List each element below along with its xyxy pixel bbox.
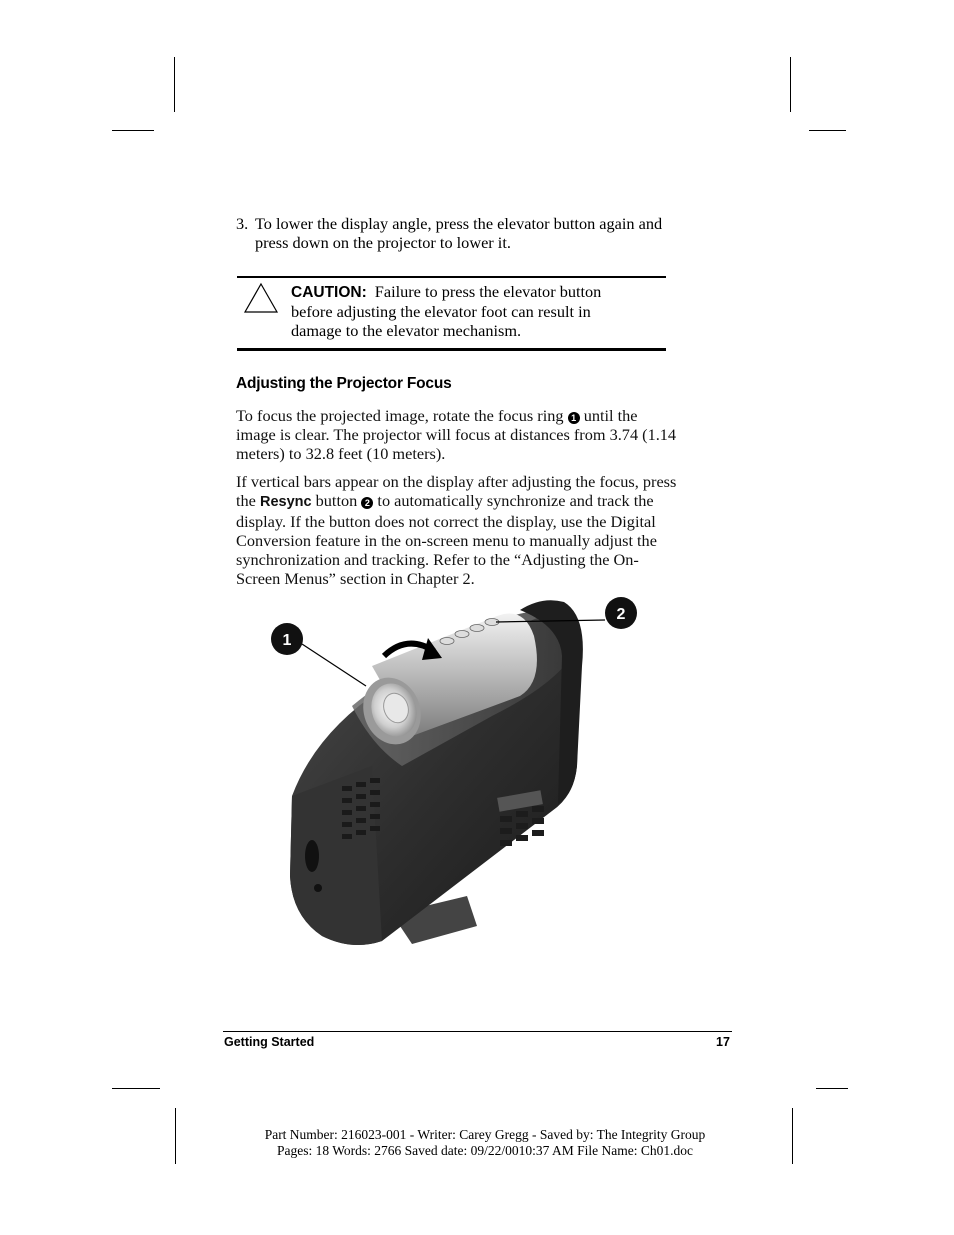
step-3-text [255, 214, 662, 252]
para-text: to automatically synchronize and track the [377, 491, 654, 510]
para-text: until the [583, 406, 638, 425]
resync-paragraph [236, 472, 711, 588]
document-meta [230, 1127, 740, 1159]
footer-section-name: Getting Started [224, 1035, 315, 1049]
para-text: synchronization and tracking. Refer to the “Adjusting the On- [236, 550, 639, 569]
focus-paragraph [236, 406, 711, 463]
para-text: Screen Menus” section in Chapter 2. [236, 569, 475, 588]
resync-label: Resync [259, 494, 312, 510]
crop-mark [809, 130, 846, 131]
caution-line: Failure to press the elevator button [374, 282, 602, 301]
para-text: To focus the projected image, rotate the focus ring [236, 406, 564, 425]
figure-callout-2: 2 [616, 606, 626, 623]
para-text: image is clear. The projector will focus at distances from 3.74 (1.14 [236, 425, 677, 444]
figure-callout-1: 1 [282, 632, 292, 649]
step-3-line: To lower the display angle, press the elevator button again and [255, 214, 663, 233]
crop-mark [792, 1108, 793, 1164]
warning-triangle-icon [243, 282, 279, 314]
para-text: meters) to 32.8 feet (10 meters). [236, 444, 446, 463]
crop-mark [790, 57, 791, 112]
caution-line: before adjusting the elevator foot can result in [291, 302, 591, 321]
caution-line: damage to the elevator mechanism. [291, 321, 522, 340]
page-number: 17 [716, 1035, 730, 1049]
callout-1-icon: 1 [568, 412, 580, 424]
crop-mark [816, 1088, 848, 1089]
step-3-line: press down on the projector to lower it. [255, 233, 511, 252]
projector-illustration [262, 596, 642, 952]
caution-label: CAUTION: [291, 284, 367, 301]
crop-mark [175, 1108, 176, 1164]
para-text: display. If the button does not correct the display, use the Digital [236, 512, 656, 531]
caution-text [291, 282, 601, 340]
para-text: button [315, 491, 358, 510]
footer-rule [223, 1031, 732, 1032]
section-heading: Adjusting the Projector Focus [236, 375, 452, 392]
meta-line: Pages: 18 Words: 2766 Saved date: 09/22/0010:37 AM File Name: Ch01.doc [276, 1143, 693, 1158]
crop-mark [174, 57, 175, 112]
callout-2-icon: 2 [361, 497, 373, 509]
para-text: If vertical bars appear on the display after adjusting the focus, press [236, 472, 677, 491]
step-number: 3. [236, 214, 249, 233]
para-text: the [236, 491, 256, 510]
para-text: Conversion feature in the on-screen menu to manually adjust the [236, 531, 657, 550]
meta-line: Part Number: 216023-001 - Writer: Carey Gregg - Saved by: The Integrity Group [264, 1127, 706, 1142]
crop-mark [112, 130, 154, 131]
crop-mark [112, 1088, 160, 1089]
